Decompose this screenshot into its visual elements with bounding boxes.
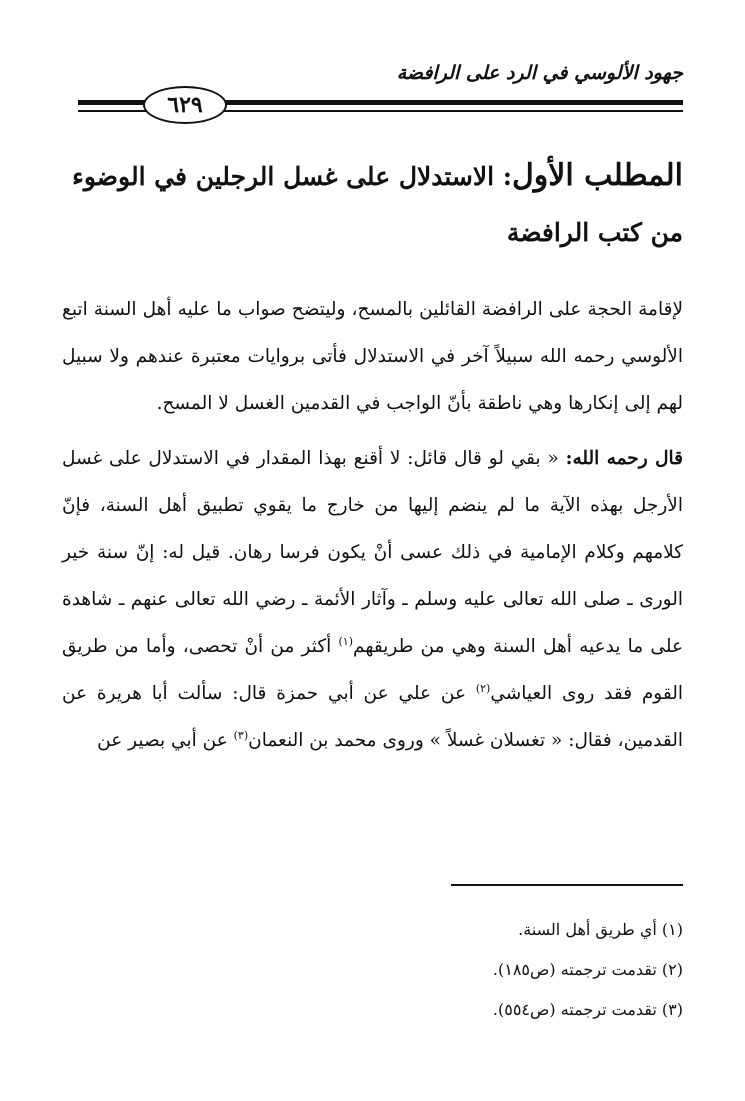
footnote-1: (١) أي طريق أهل السنة. (518, 920, 683, 939)
footnote-separator (451, 884, 683, 886)
page-number: ٦٢٩ (143, 86, 227, 124)
paragraph-2-part-4: عن أبي بصير عن (97, 730, 234, 751)
paragraph-1: لإقامة الحجة على الرافضة القائلين بالمسح، وليتضح صواب ما عليه أهل السنة اتبع الألوسي رحمه الله سبيلاً آخر في الاستدلال فأتى بروايات معتبرة عندهم ولا سبيل لهم إلى إنكارها وهي ناطقة بأنّ الواجب في القدمين الغسل لا المسح. (62, 299, 683, 414)
footnote-3: (٣) تقدمت ترجمته (ص٥٥٤). (492, 1000, 683, 1019)
body-text (62, 286, 683, 764)
footnote-ref-1: (١) (338, 634, 354, 648)
footnote-ref-3: (٣) (233, 728, 249, 742)
section-title-rest: : الاستدلال على غسل الرجلين في الوضوء من كتب الرافضة (72, 162, 683, 247)
paragraph-2-part-1: « بقي لو قال قائل: لا أقنع بهذا المقدار في الاستدلال على غسل الأرجل بهذه الآية ما لم ينضم إليها من خارج ما يقوي تطبيق أهل السنة، فإنّ كلامهم وكلام الإمامية في ذلك عسى أنْ يكون فرسا رهان. قيل له: إنّ سنة خير الورى ـ صلى الله تعالى عليه وسلم ـ وآثار الأئمة ـ رضي الله تعالى عنهم ـ شاهدة على ما يدعيه أهل السنة وهي من طريقهم (62, 448, 684, 657)
footnote-2: (٢) تقدمت ترجمته (ص١٨٥). (492, 960, 683, 979)
quote-lead: قال رحمه الله: (565, 448, 683, 469)
paragraph-2-part-2: أكثر من أنْ تحصى، وأما من طريق القوم فقد روى العياشي (62, 636, 684, 704)
paragraph-2 (62, 435, 683, 764)
paragraph-2-part-3: عن علي عن أبي حمزة قال: سألت أبا هريرة عن القدمين، فقال: « تغسلان غسلاً » وروى محمد بن النعمان (62, 683, 683, 751)
footnote-ref-2: (٢) (475, 681, 491, 695)
section-title (62, 148, 683, 261)
footnotes (62, 910, 683, 1030)
section-title-lead: المطلب الأول (512, 158, 683, 193)
running-head: جهود الألوسي في الرد على الرافضة (396, 62, 683, 84)
